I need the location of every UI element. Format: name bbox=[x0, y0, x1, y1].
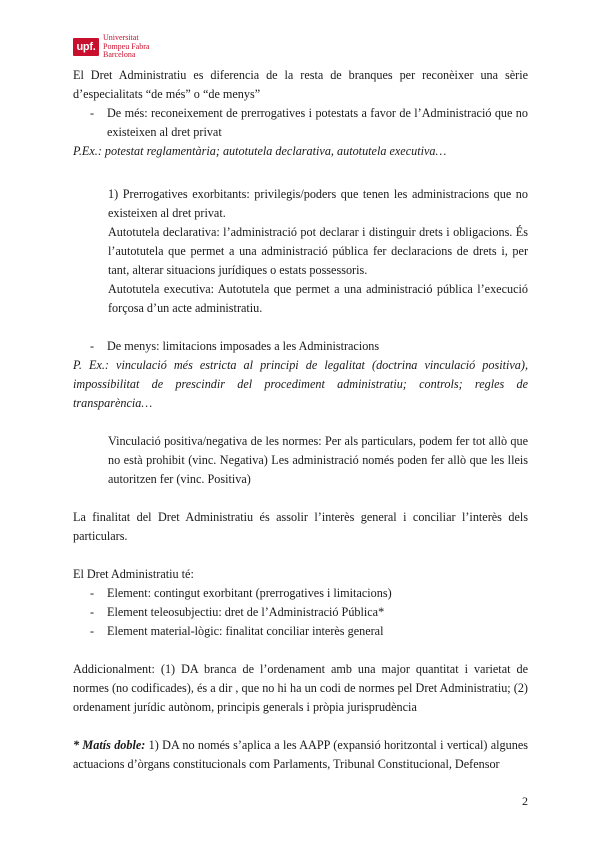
bullet-dash: - bbox=[90, 339, 95, 353]
finalitat-paragraph: La finalitat del Dret Administratiu és assolir l’interès general i conciliar l’interès dels particulars. bbox=[73, 510, 528, 543]
intro-paragraph: El Dret Administratiu es diferencia de la resta de branques per reconèixer una sèrie d’especialitats “de més” o “de menys” bbox=[73, 68, 528, 101]
matis-paragraph bbox=[73, 736, 528, 774]
bullet-dash: - bbox=[90, 106, 95, 120]
matis-label: * Matís doble: bbox=[73, 738, 146, 752]
element-item-text: Element material-lògic: finalitat conciliar interès general bbox=[107, 624, 384, 638]
matis-text: 1) DA no només s’aplica a les AAPP (expansió horitzontal i vertical) algunes actuacions d’òrgans constitucionals com Parlaments, Tribunal Constitucional, Defensor bbox=[73, 738, 528, 771]
logo-line-3: Barcelona bbox=[103, 50, 136, 59]
bullet-dash: - bbox=[90, 605, 95, 619]
autotutela-declarativa-text: Autotutela declarativa: l’administració pot declarar i distinguir drets i obligacions. És l’autotutela que permet a una administració pública fer declaracions de drets i, per tant, alterar situacions jurídiques o estats possessoris. bbox=[108, 225, 528, 277]
bullet-dash: - bbox=[90, 586, 95, 600]
bullet-de-menys-text: De menys: limitacions imposades a les Administracions bbox=[107, 339, 380, 353]
logo-line-2: Pompeu Fabra bbox=[103, 41, 150, 51]
te-heading: El Dret Administratiu té: bbox=[73, 567, 194, 581]
element-item-text: Element: contingut exorbitant (prerrogatives i limitacions) bbox=[107, 586, 392, 600]
document-body bbox=[73, 66, 528, 774]
page-number: 2 bbox=[522, 794, 528, 808]
university-logo bbox=[73, 34, 149, 60]
logo-wordmark bbox=[103, 34, 149, 60]
autotutela-executiva-text: Autotutela executiva: Autotutela que permet a una administració pública l’execució forçosa d’un acte administratiu. bbox=[108, 282, 528, 315]
bullet-dash: - bbox=[90, 624, 95, 638]
element-item bbox=[73, 603, 528, 622]
vinculacio-block: Vinculació positiva/negativa de les normes: Per als particulars, podem fer tot allò que no està prohibit (vinc. Negativa) Les administració només poden fer allò que les lleis autoritzen fer (vinc. Positiva) bbox=[108, 434, 528, 486]
bullet-de-mes-text: De més: reconeixement de prerrogatives i potestats a favor de l’Administració que no existeixen al dret privat bbox=[107, 106, 528, 139]
logo-line-1: Universitat bbox=[103, 33, 139, 42]
element-item bbox=[73, 584, 528, 603]
element-item-text: Element teleosubjectiu: dret de l’Administració Pública* bbox=[107, 605, 385, 619]
bullet-de-mes bbox=[73, 104, 528, 142]
prerrogatives-text: 1) Prerrogatives exorbitants: privilegis/poders que tenen les administracions que no existeixen al dret privat. bbox=[108, 187, 528, 220]
bullet-de-menys bbox=[73, 337, 528, 356]
example-paragraph-1: P.Ex.: potestat reglamentària; autotutela declarativa, autotutela executiva… bbox=[73, 144, 447, 158]
upf-logo-mark: upf. bbox=[73, 38, 99, 56]
example-paragraph-2: P. Ex.: vinculació més estricta al principi de legalitat (doctrina vinculació positiva), impossibilitat de prescindir del procediment administratiu; controls; regles de transparència… bbox=[73, 358, 528, 410]
prerrogatives-block bbox=[73, 185, 528, 318]
addicionalment-paragraph: Addicionalment: (1) DA branca de l’ordenament amb una major quantitat i varietat de normes (no codificades), és a dir , que no hi ha un codi de normes pel Dret Administratiu; (2) ordenament jurídic autònom, principis generals i pròpia jurisprudència bbox=[73, 662, 528, 714]
element-item bbox=[73, 622, 528, 641]
